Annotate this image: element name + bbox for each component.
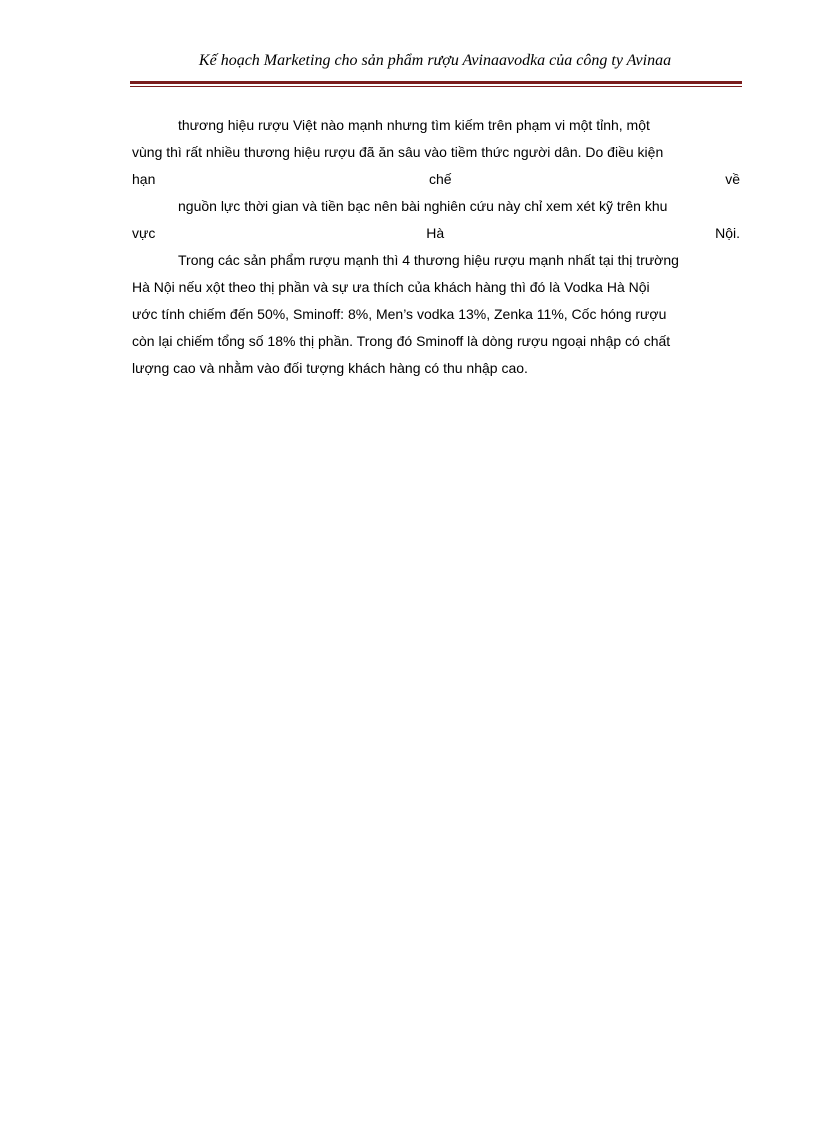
text-word: về [725,171,740,187]
text-line: ước tính chiếm đến 50%, Sminoff: 8%, Men’s vodka 13%, Zenka 11%, Cốc hóng rượu [132,306,667,322]
text-line: vùng thì rất nhiều thương hiệu rượu đã ăn sâu vào tiềm thức người dân. Do điều kiện [132,144,664,160]
text-word: chế [428,171,452,187]
text-line: Hà Nội nếu xột theo thị phần và sự ưa thích của khách hàng thì đó là Vodka Hà Nội [132,279,650,295]
text-word: vực [132,225,156,241]
text-line: thương hiệu rượu Việt nào mạnh nhưng tìm kiếm trên phạm vi một tỉnh, một [178,117,650,133]
header-rule-thin [130,86,742,87]
text-word: Nội. [715,225,740,241]
text-word: hạn [132,171,156,187]
text-line: nguồn lực thời gian và tiền bạc nên bài nghiên cứu này chỉ xem xét kỹ trên khu [178,198,668,214]
text-line: Trong các sản phẩm rượu mạnh thì 4 thương hiệu rượu mạnh nhất tại thị trường [178,252,679,268]
text-line [132,166,740,193]
running-header: Kế hoạch Marketing cho sản phẩm rượu Avinaavodka của công ty Avinaa [198,52,672,69]
text-line: lượng cao và nhằm vào đối tượng khách hàng có thu nhập cao. [132,360,528,376]
text-line: còn lại chiếm tổng số 18% thị phần. Trong đó Sminoff là dòng rượu ngoại nhập có chất [132,333,671,349]
text-word: Hà [426,225,445,241]
body-paragraphs [132,112,740,382]
header-rule [130,81,742,84]
text-line [132,220,740,247]
